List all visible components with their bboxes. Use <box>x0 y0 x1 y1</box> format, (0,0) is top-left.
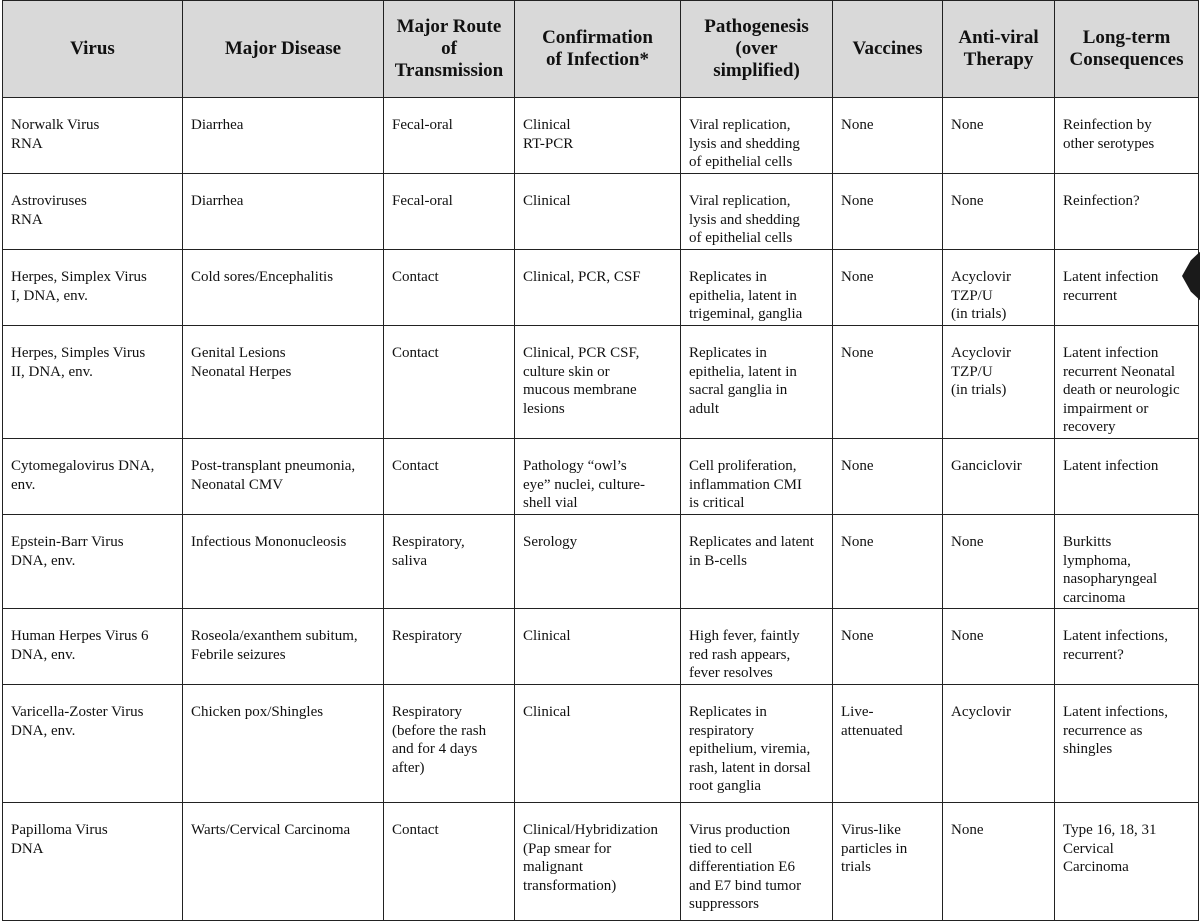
table-row <box>3 685 1199 803</box>
table-cell: Post-transplant pneumonia, Neonatal CMV <box>183 439 384 515</box>
table-cell: Human Herpes Virus 6 DNA, env. <box>3 609 183 685</box>
table-row <box>3 803 1199 921</box>
table-cell: Replicates in respiratory epithelium, viremia, rash, latent in dorsal root ganglia <box>681 685 833 803</box>
table-row <box>3 515 1199 609</box>
table-cell: Fecal-oral <box>384 98 515 174</box>
table-cell: Clinical <box>515 609 681 685</box>
table-cell: Clinical RT-PCR <box>515 98 681 174</box>
table-cell: Respiratory, saliva <box>384 515 515 609</box>
table-cell: Warts/Cervical Carcinoma <box>183 803 384 921</box>
table-cell: Respiratory <box>384 609 515 685</box>
table-cell: Latent infections, recurrence as shingles <box>1055 685 1199 803</box>
table-cell: Clinical, PCR CSF, culture skin or mucous membrane lesions <box>515 326 681 439</box>
table-cell: None <box>833 439 943 515</box>
table-row <box>3 250 1199 326</box>
table-cell: None <box>833 609 943 685</box>
table-cell: Contact <box>384 326 515 439</box>
table-cell: Epstein-Barr Virus DNA, env. <box>3 515 183 609</box>
table-cell: None <box>943 515 1055 609</box>
header-major-disease: Major Disease <box>183 1 384 98</box>
table-cell: None <box>833 174 943 250</box>
table-cell: Genital Lesions Neonatal Herpes <box>183 326 384 439</box>
table-cell: Latent infections, recurrent? <box>1055 609 1199 685</box>
table-cell: Latent infection <box>1055 439 1199 515</box>
table-cell: Reinfection? <box>1055 174 1199 250</box>
table-row <box>3 609 1199 685</box>
header-virus: Virus <box>3 1 183 98</box>
table-cell: Diarrhea <box>183 174 384 250</box>
table-cell: None <box>943 803 1055 921</box>
header-antiviral: Anti-viral Therapy <box>943 1 1055 98</box>
table-cell: Varicella-Zoster Virus DNA, env. <box>3 685 183 803</box>
table-cell: Acyclovir TZP/U (in trials) <box>943 250 1055 326</box>
table-cell: None <box>833 98 943 174</box>
table-cell: Replicates and latent in B-cells <box>681 515 833 609</box>
table-cell: Clinical <box>515 685 681 803</box>
table-cell: Papilloma Virus DNA <box>3 803 183 921</box>
table-cell: Viral replication, lysis and shedding of epithelial cells <box>681 98 833 174</box>
table-cell: Respiratory (before the rash and for 4 days after) <box>384 685 515 803</box>
table-cell: Chicken pox/Shingles <box>183 685 384 803</box>
table-cell: Diarrhea <box>183 98 384 174</box>
table-cell: Serology <box>515 515 681 609</box>
table-cell: Norwalk Virus RNA <box>3 98 183 174</box>
table-cell: Burkitts lymphoma, nasopharyngeal carcinoma <box>1055 515 1199 609</box>
table-row <box>3 98 1199 174</box>
table-cell: Virus production tied to cell differentiation E6 and E7 bind tumor suppressors <box>681 803 833 921</box>
table-cell: Pathology “owl’s eye” nuclei, culture- shell vial <box>515 439 681 515</box>
table-cell: Acyclovir <box>943 685 1055 803</box>
header-transmission: Major Route of Transmission <box>384 1 515 98</box>
table-cell: Cell proliferation, inflammation CMI is critical <box>681 439 833 515</box>
table-cell: Replicates in epithelia, latent in sacral ganglia in adult <box>681 326 833 439</box>
table-cell: Latent infection recurrent <box>1055 250 1199 326</box>
table-cell: Contact <box>384 439 515 515</box>
table-cell: Contact <box>384 250 515 326</box>
table-cell: Cold sores/Encephalitis <box>183 250 384 326</box>
virus-table <box>2 0 1199 921</box>
header-row <box>3 1 1199 98</box>
table-cell: Acyclovir TZP/U (in trials) <box>943 326 1055 439</box>
table-cell: Latent infection recurrent Neonatal death or neurologic impairment or recovery <box>1055 326 1199 439</box>
header-pathogenesis: Pathogenesis (over simplified) <box>681 1 833 98</box>
header-confirmation: Confirmation of Infection* <box>515 1 681 98</box>
table-cell: None <box>943 609 1055 685</box>
table-row <box>3 326 1199 439</box>
table-cell: None <box>833 515 943 609</box>
table-cell: Herpes, Simples Virus II, DNA, env. <box>3 326 183 439</box>
table-cell: None <box>833 326 943 439</box>
table-cell: Roseola/exanthem subitum, Febrile seizures <box>183 609 384 685</box>
header-long-term: Long-term Consequences <box>1055 1 1199 98</box>
table-cell: Astroviruses RNA <box>3 174 183 250</box>
table-cell: Herpes, Simplex Virus I, DNA, env. <box>3 250 183 326</box>
table-cell: Contact <box>384 803 515 921</box>
table-cell: None <box>943 174 1055 250</box>
table-cell: None <box>943 98 1055 174</box>
table-cell: Reinfection by other serotypes <box>1055 98 1199 174</box>
table-cell: Virus-like particles in trials <box>833 803 943 921</box>
table-cell: Clinical <box>515 174 681 250</box>
table-cell: High fever, faintly red rash appears, fever resolves <box>681 609 833 685</box>
table-cell: Live- attenuated <box>833 685 943 803</box>
table-cell: Replicates in epithelia, latent in trigeminal, ganglia <box>681 250 833 326</box>
table-row <box>3 174 1199 250</box>
table-cell: Fecal-oral <box>384 174 515 250</box>
table-cell: Ganciclovir <box>943 439 1055 515</box>
table-cell: Type 16, 18, 31 Cervical Carcinoma <box>1055 803 1199 921</box>
table-cell: None <box>833 250 943 326</box>
table-row <box>3 439 1199 515</box>
table-cell: Clinical, PCR, CSF <box>515 250 681 326</box>
table-cell: Cytomegalovirus DNA, env. <box>3 439 183 515</box>
header-vaccines: Vaccines <box>833 1 943 98</box>
table-cell: Viral replication, lysis and shedding of epithelial cells <box>681 174 833 250</box>
table-cell: Infectious Mononucleosis <box>183 515 384 609</box>
table-cell: Clinical/Hybridization (Pap smear for malignant transformation) <box>515 803 681 921</box>
